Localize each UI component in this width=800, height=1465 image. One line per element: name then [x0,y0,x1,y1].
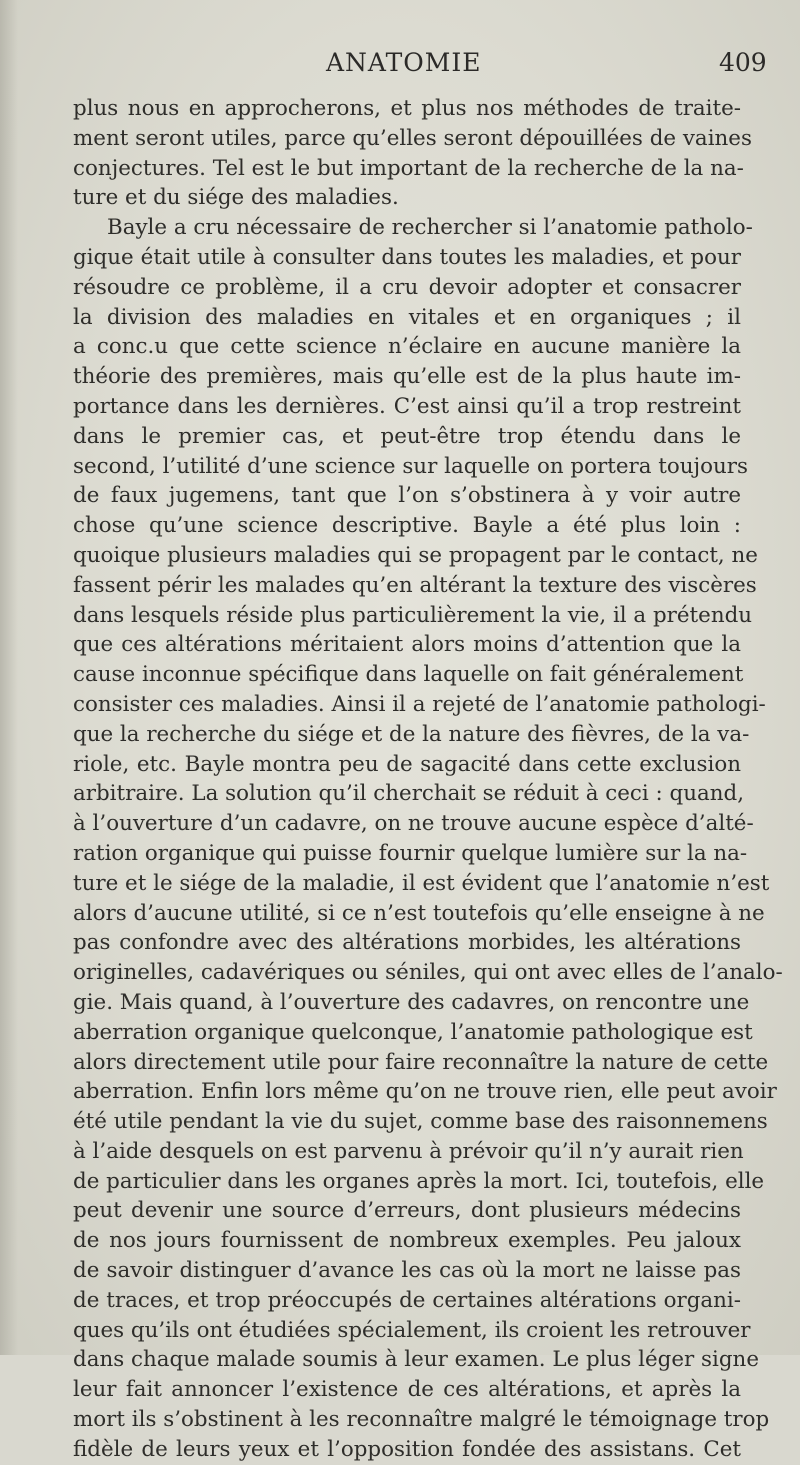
text-line: dans le premier cas, et peut-être trop étendu dans le [73,423,741,449]
text-line: originelles, cadavériques ou séniles, qui ont avec elles de l’analo- [73,960,783,986]
page-edge-shadow [0,0,18,1355]
text-line: Bayle a cru nécessaire de rechercher si l’anatomie patholo- [107,215,753,241]
text-line: arbitraire. La solution qu’il cherchait se réduit à ceci : quand, [73,781,745,807]
text-line: gie. Mais quand, à l’ouverture des cadavres, on rencontre une [73,989,750,1015]
text-line: de particulier dans les organes après la mort. Ici, toutefois, elle [73,1168,765,1194]
text-line: gique était utile à consulter dans toutes les maladies, et pour [73,244,741,270]
text-line: alors d’aucune utilité, si ce n’est toutefois qu’elle enseigne à ne [73,900,765,926]
text-line: ture et le siége de la maladie, il est évident que l’anatomie n’est [73,870,770,896]
text-line: leur fait annoncer l’existence de ces altérations, et après la [73,1377,741,1403]
text-line: théorie des premières, mais qu’elle est de la plus haute im- [73,364,741,390]
text-line: à l’aide desquels on est parvenu à prévoir qu’il n’y aurait rien [73,1138,744,1164]
text-line: la division des maladies en vitales et en organiques ; il [73,304,741,330]
text-line: dans chaque malade soumis à leur examen. Le plus léger signe [73,1347,759,1373]
text-line: a conc.u que cette science n’éclaire en aucune manière la [73,334,741,360]
text-line: été utile pendant la vie du sujet, comme base des raisonnemens [73,1109,768,1135]
text-line: peut devenir une source d’erreurs, dont plusieurs médecins [73,1198,741,1224]
text-line: quoique plusieurs maladies qui se propagent par le contact, ne [73,542,758,568]
page-number: 409 [719,48,767,77]
text-line: fidèle de leurs yeux et l’opposition fondée des assistans. Cet [73,1436,741,1462]
text-line: cause inconnue spécifique dans laquelle on fait généralement [73,662,744,688]
text-line: aberration. Enfin lors même qu’on ne trouve rien, elle peut avoir [73,1079,777,1105]
running-head: ANATOMIE [326,48,482,77]
text-line: fassent périr les malades qu’en altérant la texture des viscères [73,572,757,598]
page-header [0,48,800,88]
text-line: résoudre ce problème, il a cru devoir adopter et consacrer [73,274,741,300]
text-line: que ces altérations méritaient alors moins d’attention que la [73,632,741,658]
text-line: ration organique qui puisse fournir quelque lumière sur la na- [73,840,748,866]
text-line: de nos jours fournissent de nombreux exemples. Peu jaloux [73,1228,741,1254]
text-line: dans lesquels réside plus particulièrement la vie, il a prétendu [73,602,753,628]
text-line: de savoir distinguer d’avance les cas où la mort ne laisse pas [73,1258,741,1284]
text-line: second, l’utilité d’une science sur laquelle on portera toujours [73,453,748,479]
text-line: riole, etc. Bayle montra peu de sagacité dans cette exclusion [73,751,741,777]
text-line: que la recherche du siége et de la nature des fièvres, de la va- [73,721,750,747]
text-line: de faux jugemens, tant que l’on s’obstinera à y voir autre [73,483,741,509]
text-line: à l’ouverture d’un cadavre, on ne trouve aucune espèce d’alté- [73,811,754,837]
text-line: ment seront utiles, parce qu’elles seront dépouillées de vaines [73,125,752,151]
text-line: consister ces maladies. Ainsi il a rejeté de l’anatomie pathologi- [73,691,766,717]
text-line: pas confondre avec des altérations morbides, les altérations [73,930,741,956]
text-line: chose qu’une science descriptive. Bayle a été plus loin : [73,513,741,539]
body-text [73,94,783,1465]
text-line: ques qu’ils ont étudiées spécialement, ils croient les retrouver [73,1317,751,1343]
text-line: alors directement utile pour faire reconnaître la nature de cette [73,1049,769,1075]
text-line: ture et du siége des maladies. [73,185,399,211]
text-line: aberration organique quelconque, l’anatomie pathologique est [73,1019,753,1045]
text-line: conjectures. Tel est le but important de la recherche de la na- [73,155,744,181]
text-line: plus nous en approcherons, et plus nos méthodes de traite- [73,96,741,121]
text-line: de traces, et trop préoccupés de certaines altérations organi- [73,1287,741,1313]
text-line: mort ils s’obstinent à les reconnaître malgré le témoignage trop [73,1407,770,1433]
text-line: portance dans les dernières. C’est ainsi qu’il a trop restreint [73,393,741,419]
